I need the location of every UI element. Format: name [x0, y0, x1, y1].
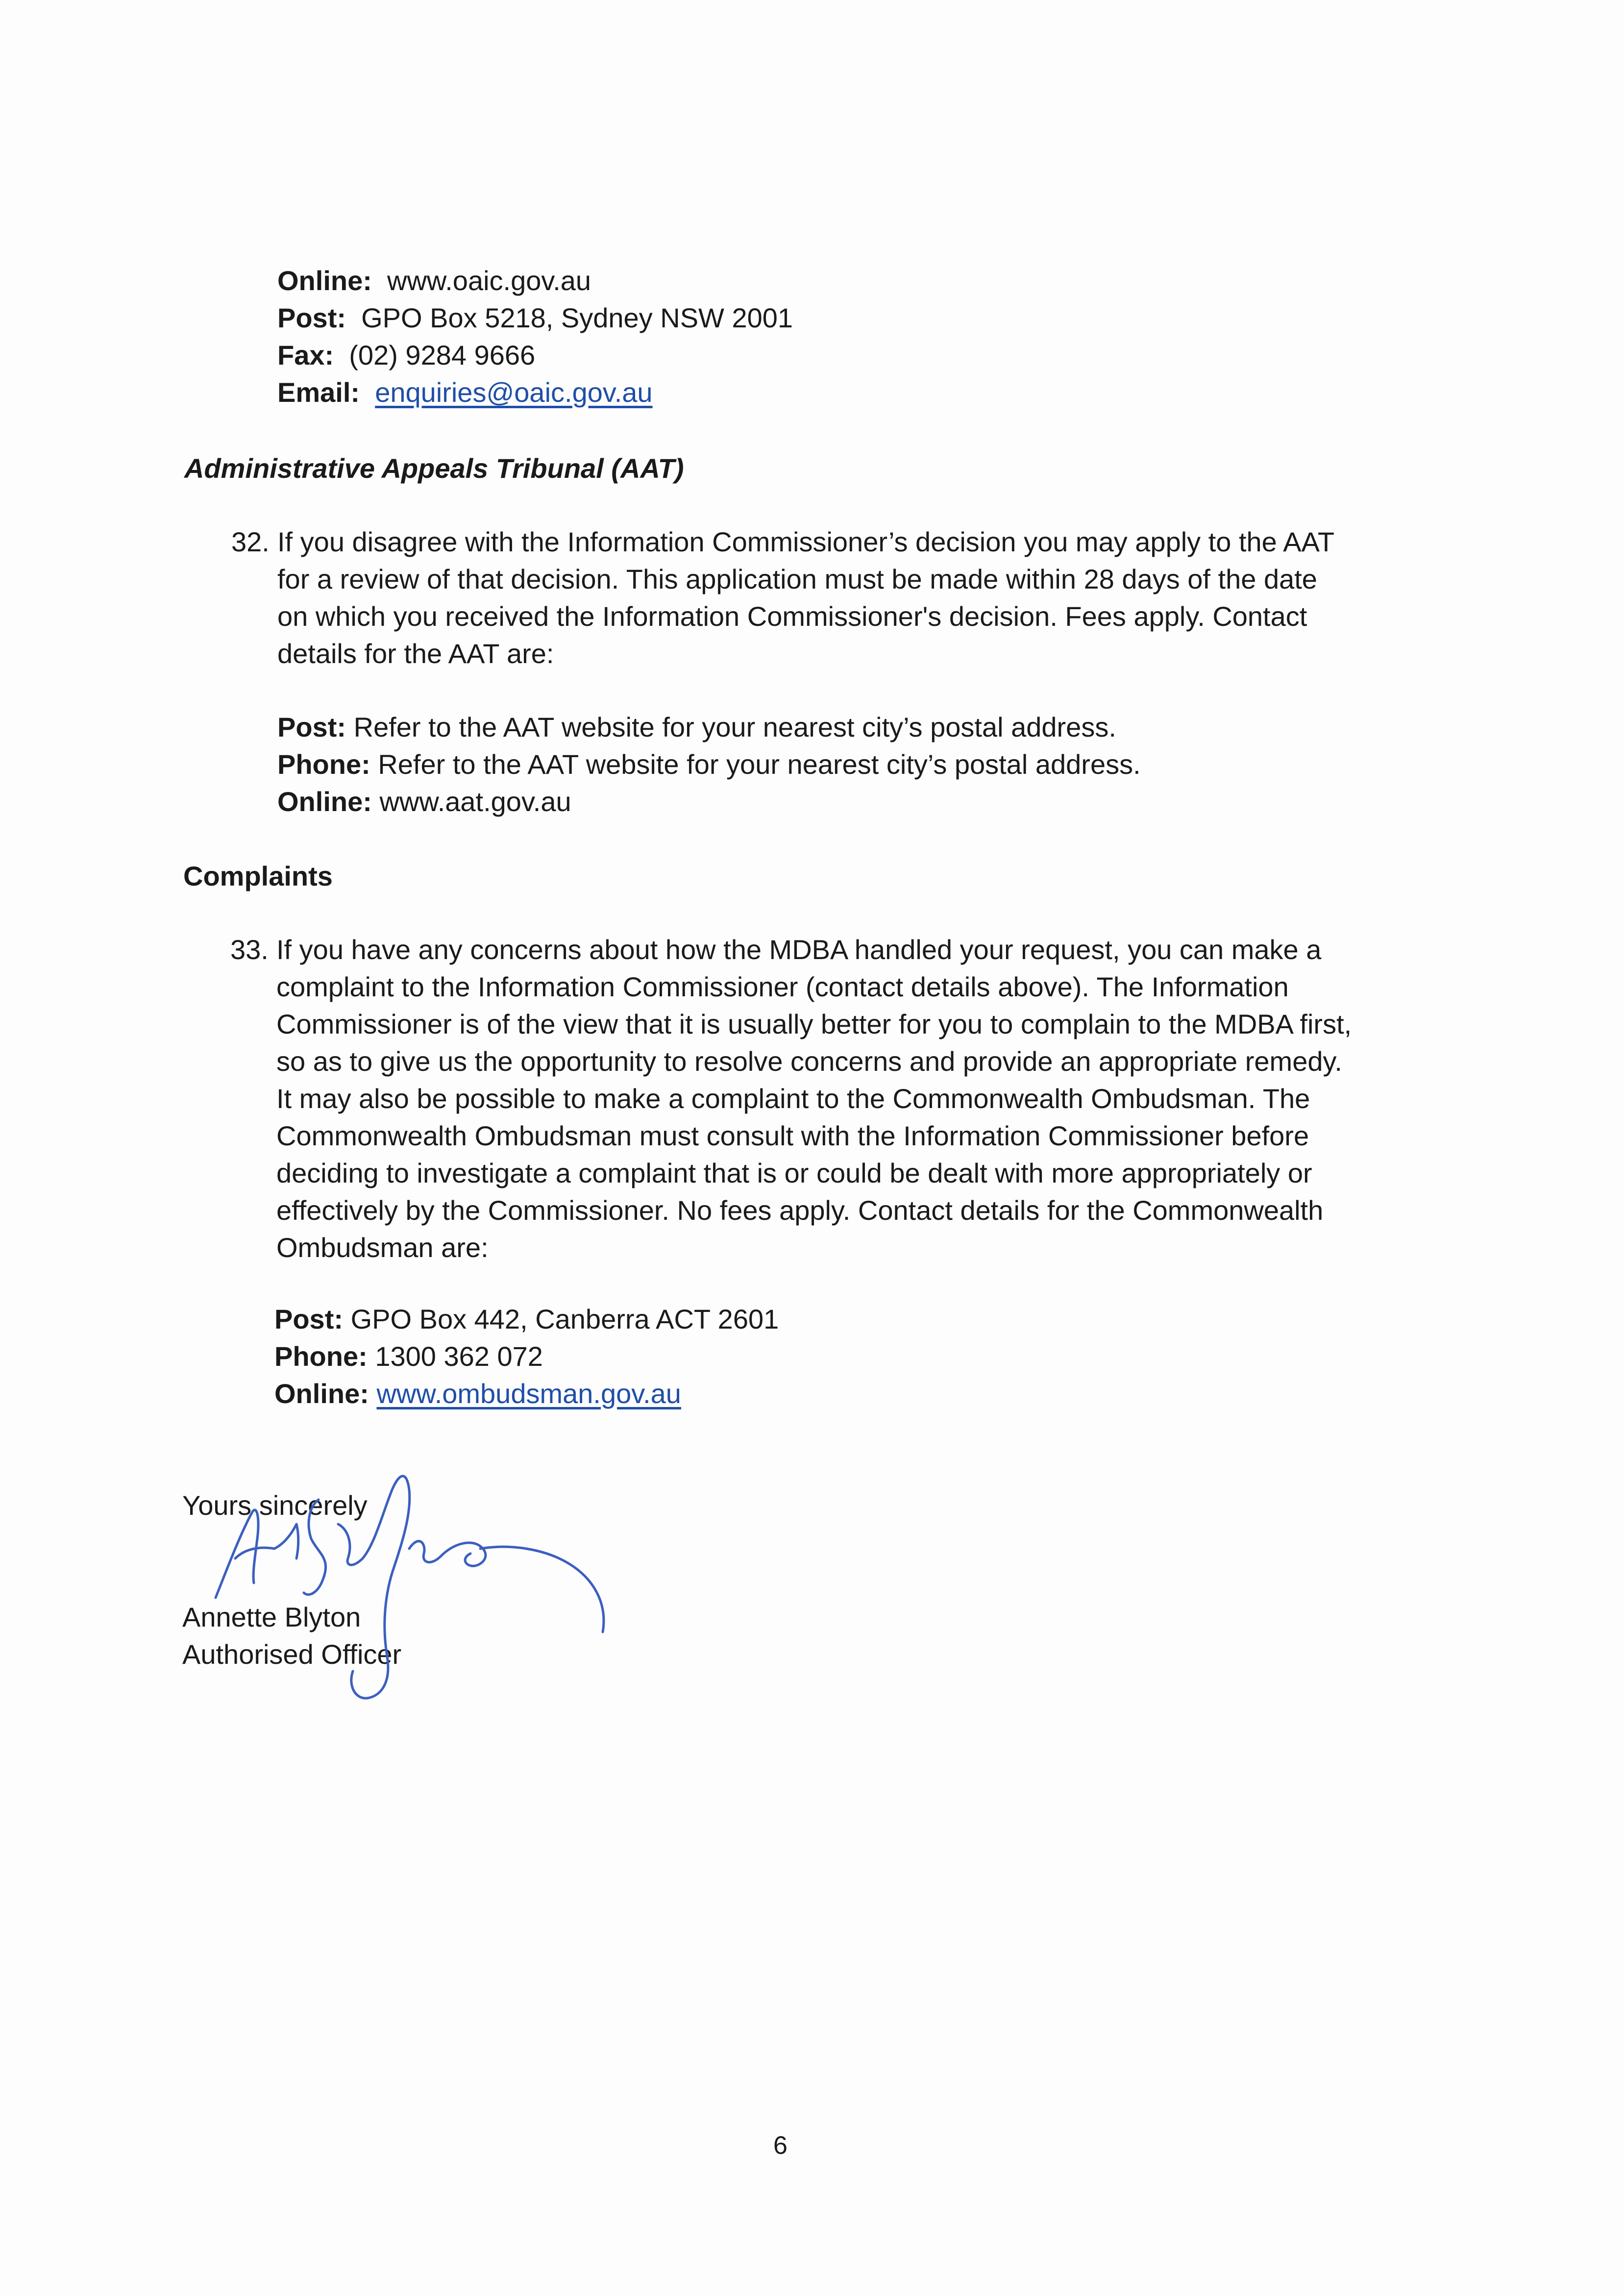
- ombudsman-post-line: [274, 1301, 779, 1338]
- ombudsman-phone-value: 1300 362 072: [375, 1341, 543, 1372]
- aat-post-label: Post:: [277, 712, 346, 742]
- paragraph-32-line: details for the AAT are:: [277, 638, 554, 669]
- signatory-name: Annette Blyton: [182, 1602, 361, 1632]
- oaic-post-value: GPO Box 5218, Sydney NSW 2001: [361, 302, 793, 333]
- ombudsman-online-label: Online:: [274, 1378, 369, 1409]
- paragraph-33-line: It may also be possible to make a complaint to the Commonwealth Ombudsman. The: [276, 1083, 1310, 1114]
- closing-salutation: Yours sincerely: [182, 1490, 368, 1521]
- oaic-email-line: [277, 374, 653, 411]
- oaic-email-link[interactable]: enquiries@oaic.gov.au: [375, 377, 653, 408]
- paragraph-33-line: Ombudsman are:: [276, 1232, 489, 1263]
- aat-post-value: Refer to the AAT website for your nearest city’s postal address.: [353, 712, 1116, 742]
- oaic-online-label: Online:: [277, 265, 372, 296]
- ombudsman-online-line: [274, 1375, 681, 1412]
- paragraph-33-body: [276, 931, 1352, 1266]
- paragraph-32: [231, 523, 1407, 675]
- aat-phone-label: Phone:: [277, 749, 370, 780]
- aat-heading: Administrative Appeals Tribunal (AAT): [184, 453, 684, 484]
- paragraph-32-line: on which you received the Information Commissioner's decision. Fees apply. Contact: [277, 601, 1307, 632]
- paragraph-33-line: effectively by the Commissioner. No fees apply. Contact details for the Commonwealth: [276, 1195, 1324, 1226]
- aat-online-value: www.aat.gov.au: [379, 786, 571, 817]
- ombudsman-post-label: Post:: [274, 1304, 343, 1334]
- paragraph-33-line: Commissioner is of the view that it is usually better for you to complain to the MDBA first,: [276, 1009, 1352, 1039]
- paragraph-32-number: 32.: [231, 526, 270, 557]
- oaic-fax-value: (02) 9284 9666: [349, 340, 536, 370]
- aat-post-line: [277, 709, 1116, 746]
- ombudsman-phone-line: [274, 1338, 543, 1375]
- oaic-fax-line: [277, 337, 535, 374]
- paragraph-33-line: deciding to investigate a complaint that is or could be dealt with more appropriately or: [276, 1158, 1312, 1188]
- ombudsman-website-link[interactable]: www.ombudsman.gov.au: [376, 1378, 681, 1409]
- aat-phone-value: Refer to the AAT website for your nearest city’s postal address.: [378, 749, 1141, 780]
- paragraph-33-line: Commonwealth Ombudsman must consult with the Information Commissioner before: [276, 1120, 1309, 1151]
- paragraph-33-line: complaint to the Information Commissioner (contact details above). The Information: [276, 971, 1289, 1002]
- complaints-heading: Complaints: [183, 861, 333, 891]
- oaic-online-value: www.oaic.gov.au: [387, 265, 591, 296]
- aat-online-label: Online:: [277, 786, 372, 817]
- paragraph-33-line: so as to give us the opportunity to resolve concerns and provide an appropriate remedy.: [276, 1046, 1342, 1077]
- paragraph-33: [230, 931, 1416, 1274]
- page-number: 6: [773, 2131, 787, 2160]
- ombudsman-phone-label: Phone:: [274, 1341, 368, 1372]
- paragraph-32-line: for a review of that decision. This application must be made within 28 days of the date: [277, 564, 1317, 594]
- aat-phone-line: [277, 746, 1141, 783]
- handwritten-signature: [206, 1460, 647, 1715]
- oaic-post-line: [277, 299, 793, 337]
- aat-online-line: [277, 783, 571, 820]
- ombudsman-post-value: GPO Box 442, Canberra ACT 2601: [350, 1304, 779, 1334]
- paragraph-32-line: If you disagree with the Information Commissioner’s decision you may apply to the AAT: [277, 526, 1335, 557]
- oaic-online-line: [277, 262, 591, 299]
- oaic-fax-label: Fax:: [277, 340, 334, 370]
- oaic-post-label: Post:: [277, 302, 346, 333]
- paragraph-32-body: [277, 523, 1334, 672]
- oaic-email-label: Email:: [277, 377, 360, 408]
- signatory-title: Authorised Officer: [182, 1639, 402, 1670]
- paragraph-33-line: If you have any concerns about how the MDBA handled your request, you can make a: [276, 934, 1322, 965]
- paragraph-33-number: 33.: [230, 934, 269, 965]
